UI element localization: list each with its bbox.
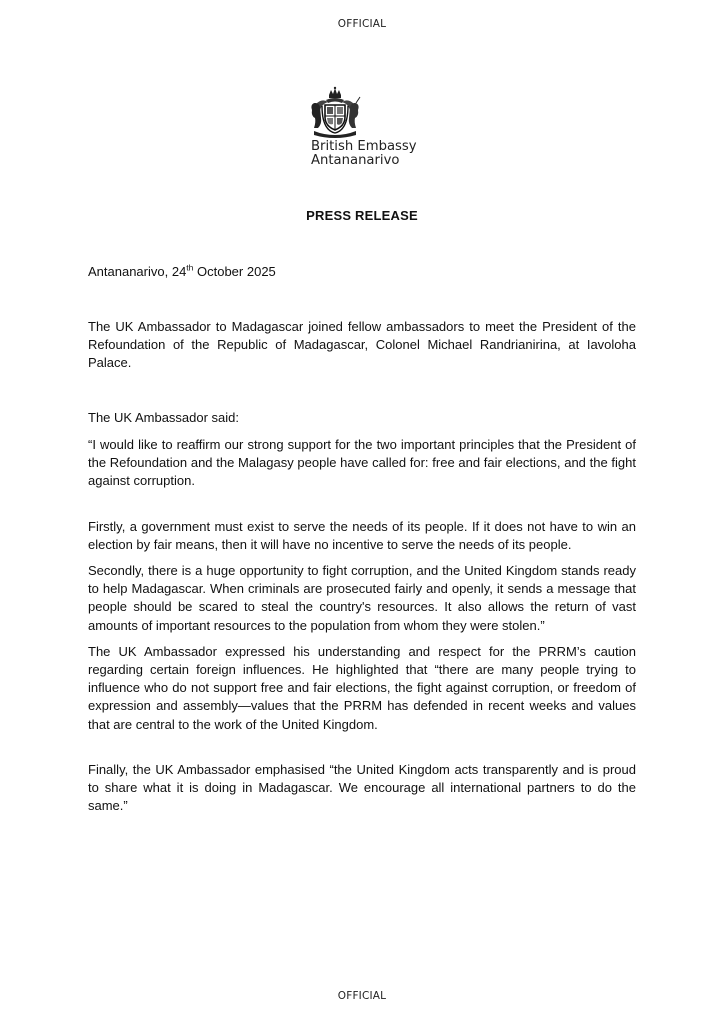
classification-marking-top: OFFICIAL bbox=[337, 18, 387, 30]
royal-coat-of-arms-icon bbox=[306, 86, 364, 138]
said-line bbox=[88, 409, 636, 427]
embassy-name-line2: Antananarivo bbox=[311, 153, 400, 168]
embassy-name bbox=[311, 140, 417, 168]
body-paragraphs bbox=[88, 436, 636, 823]
body-paragraph: The UK Ambassador expressed his understanding and respect for the PRRM’s caution regarding certain foreign influences. He highlighted that “there are many people trying to influence who do not support free and fair elections, the fight against corruption, or freedom of expression and assembly—values that the PRRM has defended in recent weeks and values that are central to the work of the United Kingdom. bbox=[88, 643, 636, 732]
body-paragraph: “I would like to reaffirm our strong support for the two important principles that the President of the Refoundation and the Malagasy people have called for: free and fair elections, and the fight against corruption. bbox=[88, 437, 636, 489]
intro-text: The UK Ambassador to Madagascar joined fellow ambassadors to meet the President of the Refoundation of the Republic of Madagascar, Colonel Michael Randrianirina, at Iavoloha Palace. bbox=[88, 319, 636, 371]
body-paragraph: Firstly, a government must exist to serve the needs of its people. If it does not have to win an election by fair means, then it will have no incentive to serve the needs of its people. bbox=[88, 518, 636, 552]
body-paragraph: Finally, the UK Ambassador emphasised “the United Kingdom acts transparently and is proud to share what it is doing in Madagascar. We encourage all international partners to do the same.” bbox=[88, 761, 636, 814]
dateline bbox=[88, 263, 636, 281]
intro-paragraph bbox=[88, 318, 636, 373]
document-title: PRESS RELEASE bbox=[306, 208, 418, 223]
dateline-city-day: Antananarivo, 24 bbox=[88, 264, 187, 279]
embassy-name-line1: British Embassy bbox=[311, 139, 417, 154]
dateline-ordinal: th bbox=[186, 262, 194, 273]
body-paragraph: Secondly, there is a huge opportunity to fight corruption, and the United Kingdom stands ready to help Madagascar. When criminals are prosecuted fairly and openly, it sends a message that people should be scared to steal the country's resources. It also allows the return of vast amounts of important resources to the population from whom they were stolen.” bbox=[88, 563, 636, 633]
dateline-month-year: October 2025 bbox=[193, 264, 276, 279]
said-text: The UK Ambassador said: bbox=[88, 410, 240, 425]
classification-marking-bottom: OFFICIAL bbox=[337, 990, 387, 1002]
